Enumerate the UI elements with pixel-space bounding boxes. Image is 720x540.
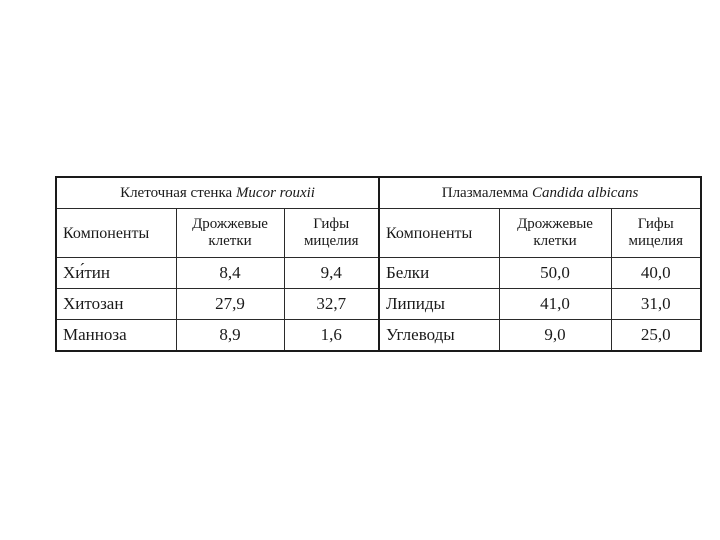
right-header-yeast-line1: Дрожжевые [517,216,593,232]
left-header-hyphae [284,209,379,258]
left-header-yeast-line1: Дрожжевые [192,216,268,232]
table-title-row [56,177,701,209]
left-header-yeast-line2: клетки [208,233,252,249]
left-header-yeast [176,209,284,258]
left-header-hyphae-line1: Гифы [313,216,350,232]
right-title-organism: Candida albicans [532,184,639,201]
left-section-title [56,177,379,209]
left-component-name: Хи́тин [56,258,176,289]
left-component-name: Хитозан [56,289,176,320]
right-hyphae-value: 31,0 [611,289,701,320]
right-yeast-value: 9,0 [499,320,611,352]
table-header-row [56,209,701,258]
right-header-hyphae-line2: мицелия [628,233,684,249]
right-yeast-value: 50,0 [499,258,611,289]
left-title-plain: Клеточная стенка [120,184,236,201]
left-header-hyphae-line2: мицелия [303,233,359,249]
right-hyphae-value: 40,0 [611,258,701,289]
right-header-components: Компоненты [379,209,499,258]
left-header-components: Компоненты [56,209,176,258]
right-header-yeast [499,209,611,258]
left-yeast-value: 27,9 [176,289,284,320]
left-yeast-value: 8,4 [176,258,284,289]
left-hyphae-value: 32,7 [284,289,379,320]
left-hyphae-value: 1,6 [284,320,379,352]
left-yeast-value: 8,9 [176,320,284,352]
left-title-organism: Mucor rouxii [235,184,315,201]
right-hyphae-value: 25,0 [611,320,701,352]
right-title-plain: Плазмалемма [441,184,533,201]
right-component-name: Липиды [379,289,499,320]
left-hyphae-value: 9,4 [284,258,379,289]
right-header-yeast-line2: клетки [533,233,577,249]
table-row [56,258,701,289]
right-header-hyphae [611,209,701,258]
composition-table [55,176,702,352]
right-component-name: Белки [379,258,499,289]
composition-table-container [55,176,700,349]
right-header-hyphae-line1: Гифы [637,216,674,232]
right-component-name: Углеводы [379,320,499,352]
right-yeast-value: 41,0 [499,289,611,320]
right-section-title [379,177,701,209]
left-component-name: Манноза [56,320,176,352]
table-row [56,320,701,352]
table-row [56,289,701,320]
